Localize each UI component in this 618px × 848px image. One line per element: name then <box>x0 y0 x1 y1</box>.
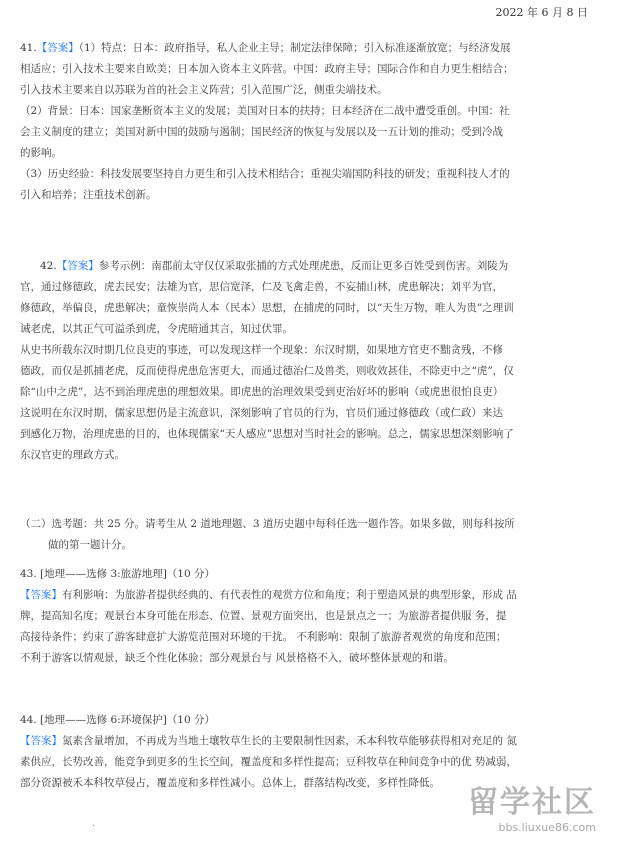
answer-41-line: 会主义制度的建立；美国对新中国的鼓励与遏制；国民经济的恢复与发展以及一五计划的推动；受到冷战 <box>20 126 503 138</box>
answer-text: 氮素含量增加，不再成为当地土壤牧草生长的主要限制性因素，禾本科牧草能够获得相对充足的 氮 <box>62 735 517 747</box>
answer-text: （1）特点： <box>78 42 133 54</box>
answer-42 <box>20 256 596 466</box>
answer-42-line: 官，通过修德政，虎去民安；法雄为官，思信宽泽，仁及飞禽走兽，不妄捕山林，虎患解决；刘平为官， <box>20 281 503 293</box>
answer-42-line: 除“山中之虎”，达不到治理虎患的理想效果。即虎患的治理效果受到吏治好坏的影响（或虎患很怕良吏） <box>20 386 504 398</box>
answer-42-line: 这说明在东汉时期，儒家思想仍是主流意识，深刻影响了官员的行为，官员们通过修德政（或仁政）来达 <box>20 407 503 419</box>
answer-42-line: 德政，而仅是抓捕老虎，反而使得虎患危害更大，而通过德治仁及兽类，则收效甚佳，不除吏中之“虎”，仅 <box>20 365 514 377</box>
answer-text: 有利影响：为旅游者提供经典的、有代表性的观赏方位和角度；利于塑造风景的典型形象，形成 品 <box>62 589 517 601</box>
answer-tag: 【答案】 <box>56 260 99 272</box>
question-number: 42. <box>40 260 57 272</box>
answer-43-line: 高接待条件；约束了游客肆意扩大游览范围对环境的干扰。 不利影响：限制了旅游者观赏的角度和范围； <box>20 631 507 643</box>
answer-41-line: 引入和培养；注重技术创新。 <box>20 189 157 201</box>
answer-44 <box>20 710 596 794</box>
elective-instructions <box>20 514 596 556</box>
elective-line: 做的第一题计分。 <box>48 539 132 551</box>
footer-mark: · <box>92 821 96 832</box>
answer-42-line: 到感化万物，治理虎患的目的，也体现儒家“天人感应”思想对当时社会的影响。总之，儒家思想深刻影响了 <box>20 428 514 440</box>
answer-41-line <box>20 38 596 59</box>
answer-42-line: 诫老虎，以其正气可溢杀到虎，令虎暗通其言，知过伏罪。 <box>20 323 293 335</box>
answer-43-line: 牌，提高知名度；观景台本身可能在形态、位置、景观方面突出，也是景点之一；为旅游者提供服 务，提 <box>20 610 507 622</box>
answer-41-line: 的影响。 <box>20 147 62 159</box>
answer-43-line <box>20 585 596 606</box>
answer-tag: 【答案】 <box>20 735 62 747</box>
answer-43 <box>20 564 596 669</box>
answer-42-line: 修德政，举偏良，虎患解决；童恢崇尚人本（民本）思想，在捕虎的同时，以“天生万物，唯人为贵”之理训 <box>20 302 514 314</box>
watermark-logo: 留学社区 <box>468 785 596 820</box>
elective-line: （二）选考题：共 25 分。请考生从 2 道地理题、3 道历史题中每科任选一题作答。如果多做，则每科按所 <box>20 518 515 530</box>
answer-44-line: 部分资源被禾本科牧草侵占，覆盖度和多样性减小。总体上，群落结构改变，多样性降低。 <box>20 777 440 789</box>
header-date: 2022 年 6 月 8 日 <box>495 6 588 19</box>
watermark-url: bbs.liuxue86.com <box>498 821 596 834</box>
answer-42-line: 从史书所载东汉时期几位良吏的事迹，可以发现这样一个现象：东汉时期，如果地方官吏不黜贪残，不修 <box>20 344 503 356</box>
answer-41-line: （2）背景：日本：国家垄断资本主义的发展；美国对日本的扶持；日本经济在二战中遭受重创。中国：社 <box>20 105 510 117</box>
answer-tag: 【答案】 <box>20 589 62 601</box>
answer-41-line: 相适应；引入技术主要来自欧美；日本加入资本主义阵营。中国：政府主导；国际合作和自力更生相结合； <box>20 63 514 75</box>
answer-41 <box>20 38 596 206</box>
question-title: 44. [地理——选修 6:环境保护]（10 分） <box>20 714 215 726</box>
answer-42-line: 东汉官吏的理政方式。 <box>20 449 125 461</box>
answer-44-line <box>20 731 596 752</box>
answer-43-line: 不利于游客以情观景，缺乏个性化体验；部分观景台与 风景格格不入，破坏整体景观的和谐。 <box>20 652 454 664</box>
answer-41-line: 引入技术主要来自以苏联为首的社会主义阵营；引入范围广泛，侧重尖端技术。 <box>20 84 388 96</box>
answer-tag: 【答案】 <box>36 42 79 54</box>
answer-44-line: 素供应，长势改善，能竞争到更多的生长空间，覆盖度和多样性提高；豆科牧草在种间竞争中的优 势减弱， <box>20 756 517 768</box>
question-number: 41. <box>20 42 37 54</box>
answer-text: 参考示例：南郡前太守仅仅采取张捕的方式处理虎患，反而让更多百姓受到伤害。刘陵为 <box>98 260 509 272</box>
question-title: 43. [地理——选修 3:旅游地理]（10 分） <box>20 568 215 580</box>
answer-42-line <box>20 256 596 277</box>
answer-text: 日本：政府指导，私人企业主导；制定法律保障；引入标准逐渐放宽；与经济发展 <box>132 42 511 54</box>
answer-41-line: （3）历史经验：科技发展要坚持自力更生和引入技术相结合；重视尖端国防科技的研发；重视科技人才的 <box>20 168 510 180</box>
